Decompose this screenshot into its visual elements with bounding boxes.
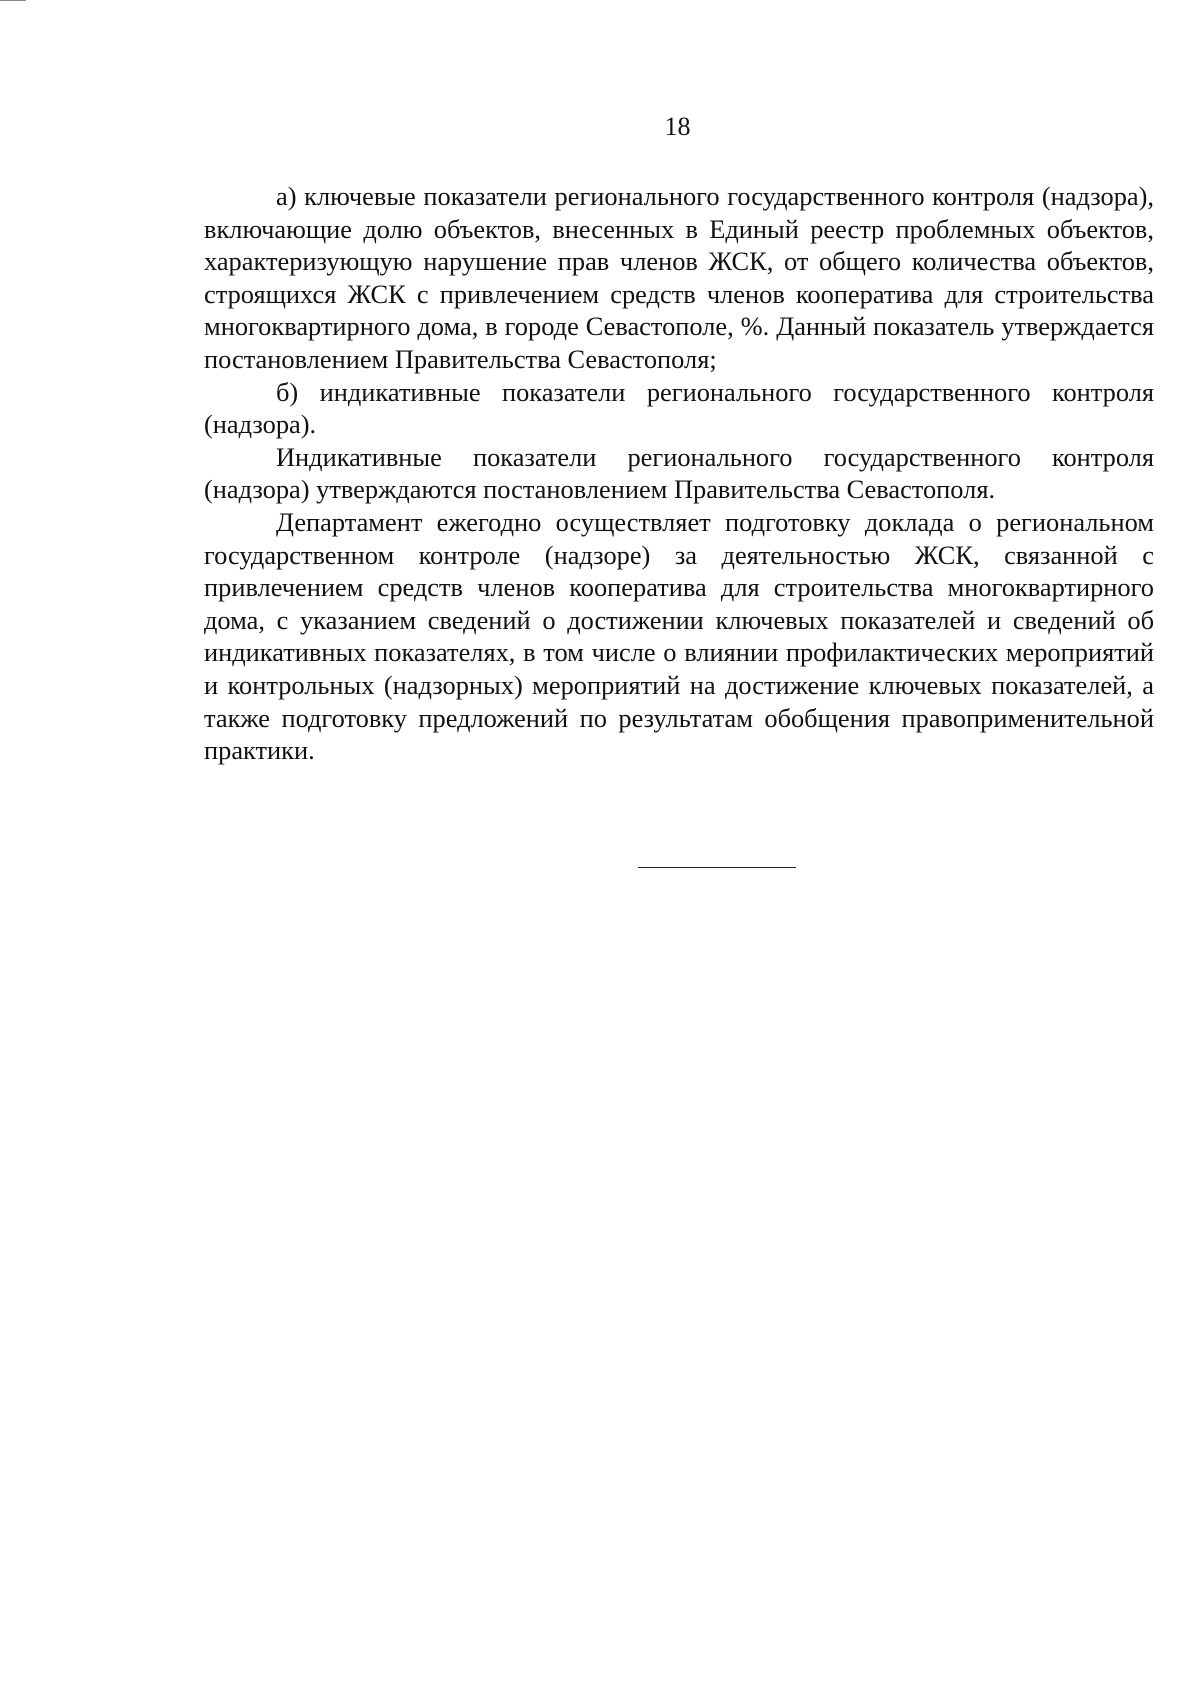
scan-corner-mark xyxy=(0,0,26,4)
page-number: 18 xyxy=(664,112,691,141)
document-body xyxy=(204,180,1154,767)
paragraph-indicative-approval: Индикативные показатели регионального государственного контроля (надзора) утверждаются постановлением Правительства Севастополя. xyxy=(204,441,1154,505)
end-of-text-rule xyxy=(638,867,796,868)
paragraph-annual-report: Департамент ежегодно осуществляет подготовку доклада о региональном государственном контроле (надзоре) за деятельностью ЖСК, связанной с привлечением средств членов кооператива для строительства многоквартирного дома, с указанием сведений о достижении ключевых показателей и сведений об индикативных показателях, в том числе о влиянии профилактических мероприятий и контрольных (надзорных) мероприятий на достижение ключевых показателей, а также подготовку предложений по результатам обобщения правоприменительной практики. xyxy=(204,506,1154,766)
paragraph-key-indicators: а) ключевые показатели регионального государственного контроля (надзора), включающие долю объектов, внесенных в Единый реестр проблемных объектов, характеризующую нарушение прав членов ЖСК, от общего количества объектов, строящихся ЖСК с привлечением средств членов кооператива для строительства многоквартирного дома, в городе Севастополе, %. Данный показатель утверждается постановлением Правительства Севастополя; xyxy=(204,181,1154,374)
paragraph-indicative-indicators: б) индикативные показатели регионального государственного контроля (надзора). xyxy=(204,376,1154,440)
